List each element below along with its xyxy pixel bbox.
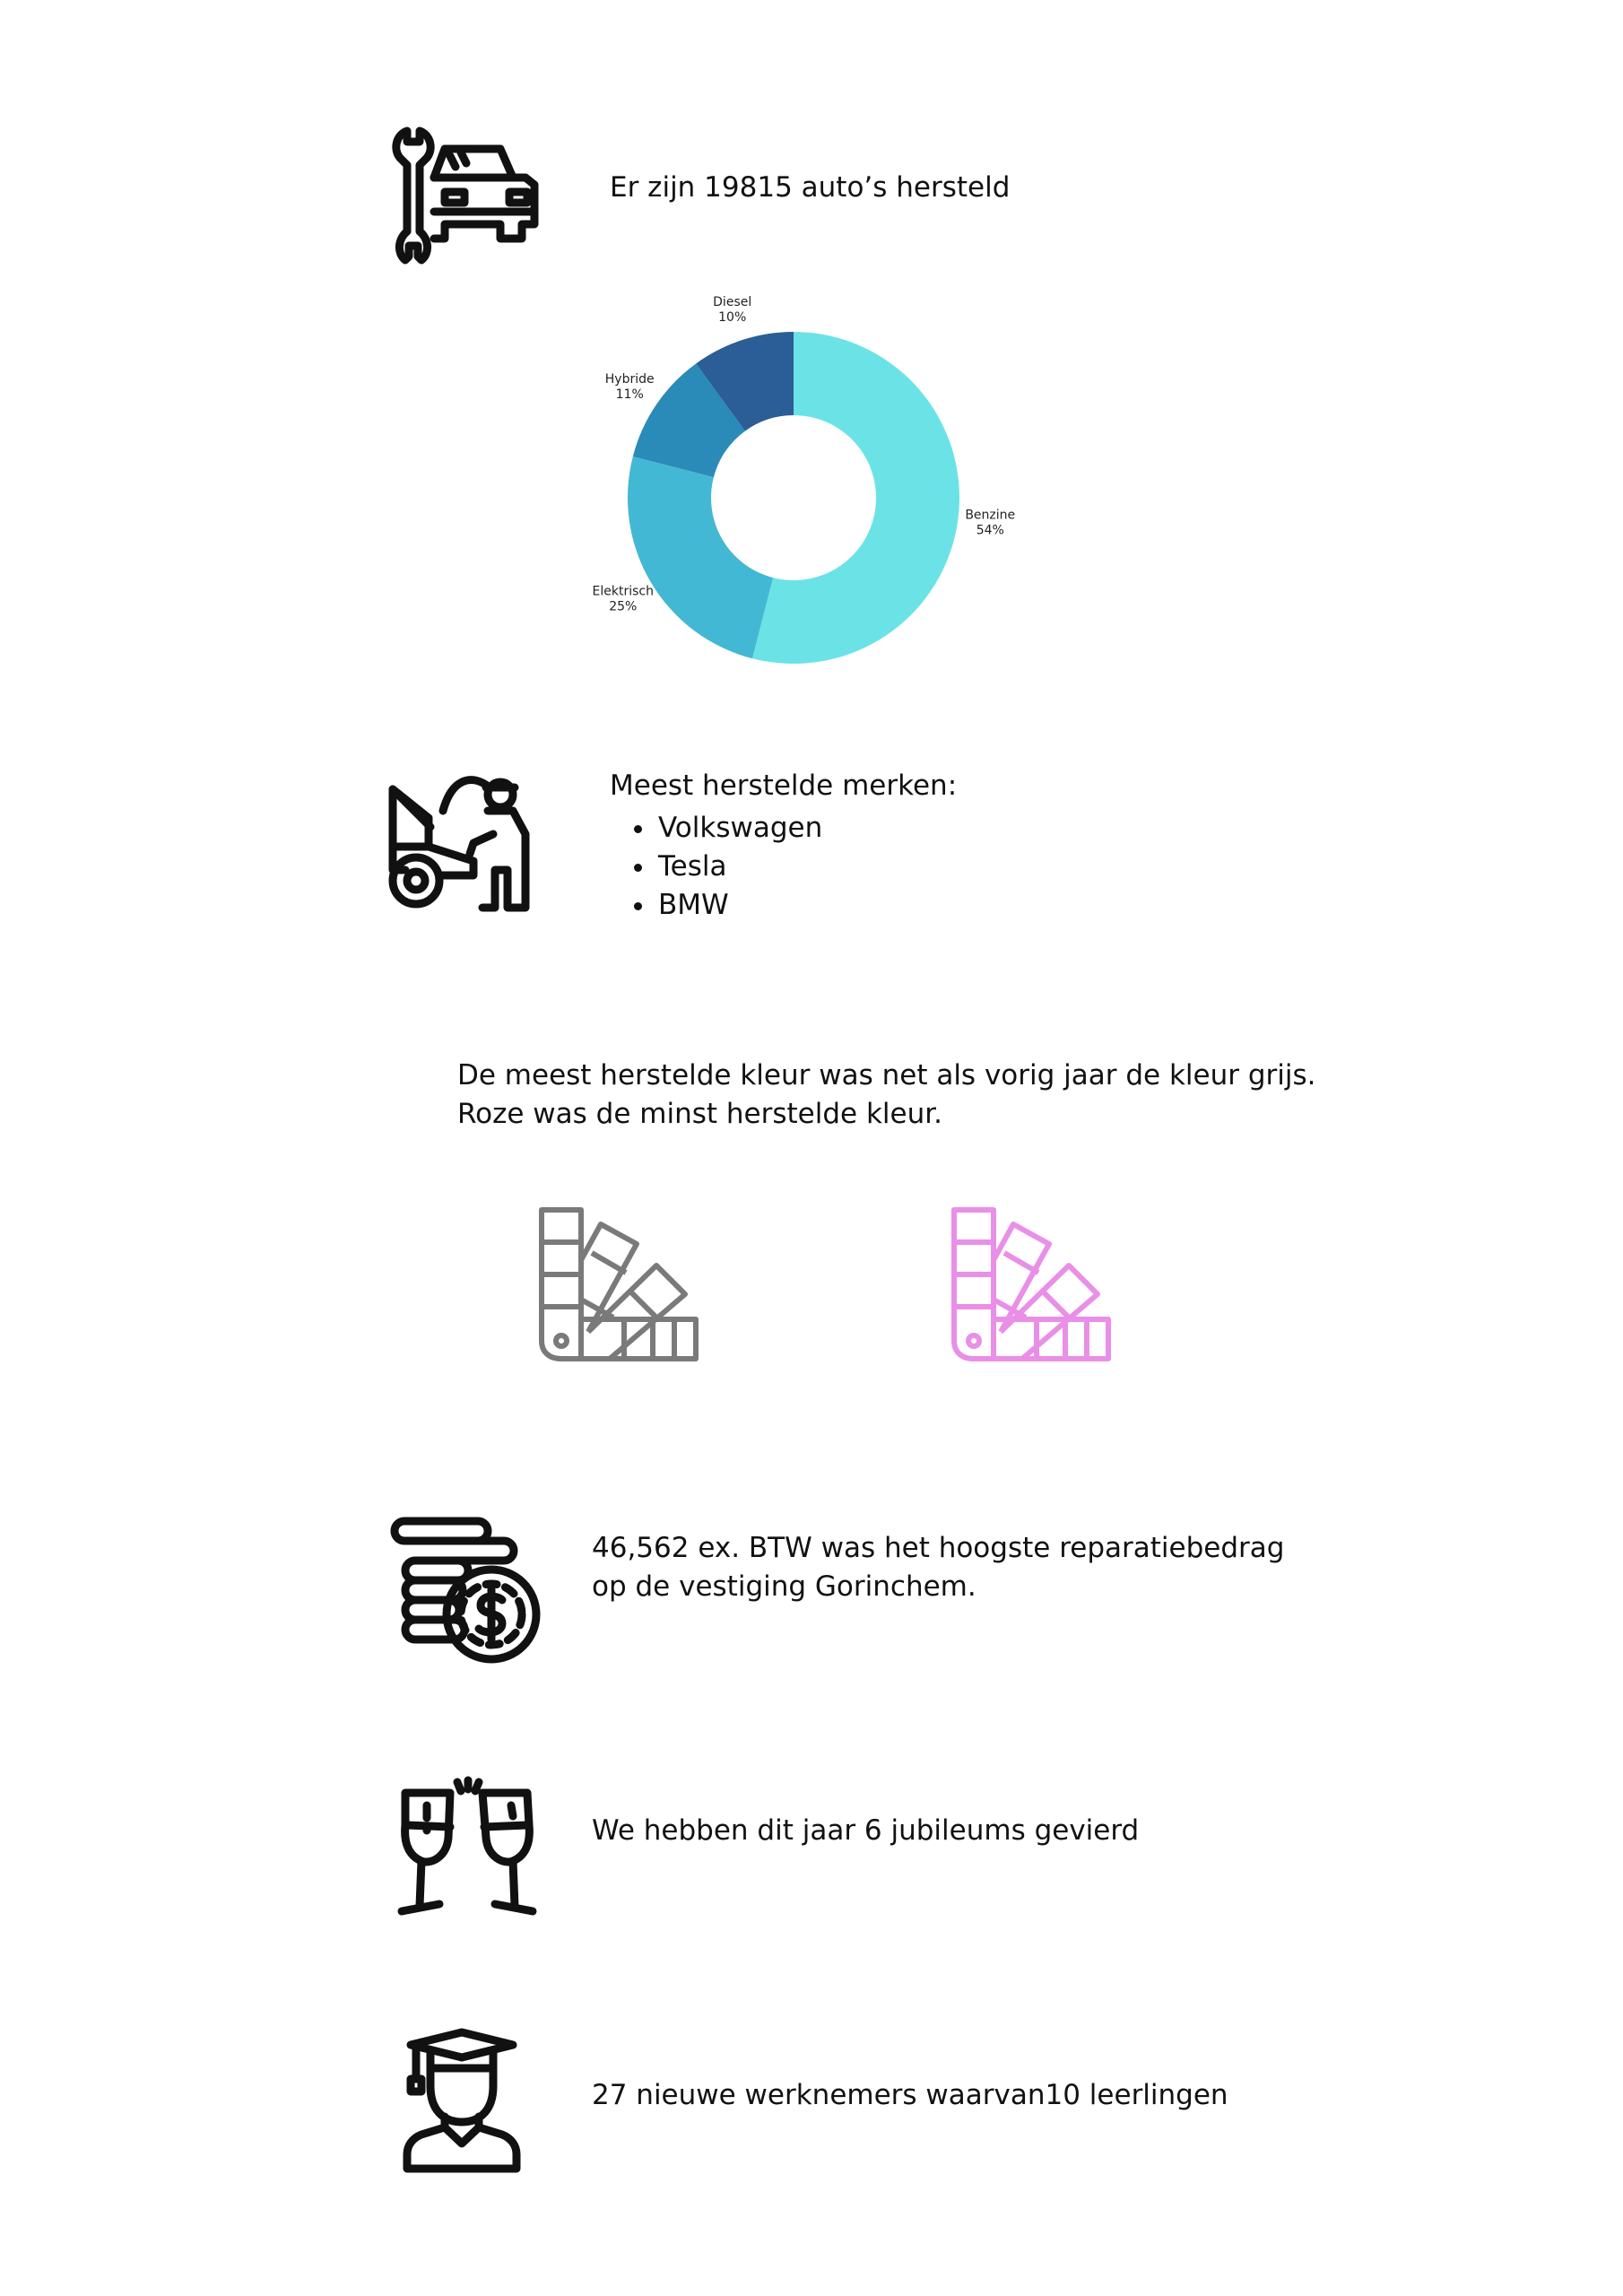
donut-label-diesel: Diesel 10% — [713, 296, 752, 325]
donut-label-hybride: Hybride 11% — [604, 371, 655, 402]
amount-text-line1: 46,562 ex. BTW was het hoogste reparatiebedrag — [592, 1532, 1285, 1564]
donut-slice-elektrisch — [628, 457, 773, 658]
amount-text-line2: op de vestiging Gorinchem. — [592, 1570, 976, 1603]
jubilee-text: We hebben dit jaar 6 jubileums gevierd — [592, 1814, 1140, 1847]
car-repair-wrench-icon — [391, 126, 543, 269]
mechanic-car-icon — [389, 771, 533, 910]
fuel-type-donut-chart — [538, 296, 1058, 673]
brands-title: Meest herstelde merken: — [610, 770, 958, 802]
grey-color-swatch-icon — [538, 1206, 699, 1368]
brand-item: • BMW — [656, 886, 957, 925]
brands-list — [610, 809, 957, 925]
donut-label-benzine: Benzine 54% — [965, 508, 1016, 538]
brands-block — [610, 767, 957, 925]
employees-text: 27 nieuwe werknemers waarvan10 leerlingen — [592, 2079, 1228, 2111]
coins-dollar-icon — [391, 1516, 543, 1668]
colors-text-line1: De meest herstelde kleur was net als vorig jaar de kleur grijs. — [457, 1059, 1316, 1091]
graduate-icon — [404, 2029, 520, 2172]
brand-item: • Tesla — [656, 848, 957, 886]
brand-item: • Volkswagen — [656, 809, 957, 848]
pink-color-swatch-icon — [950, 1206, 1112, 1368]
champagne-toast-icon — [395, 1780, 538, 1924]
repaired-count-text: Er zijn 19815 auto’s hersteld — [610, 171, 1011, 204]
colors-text-line2: Roze was de minst herstelde kleur. — [457, 1098, 942, 1130]
donut-label-elektrisch: Elektrisch 25% — [592, 584, 655, 614]
